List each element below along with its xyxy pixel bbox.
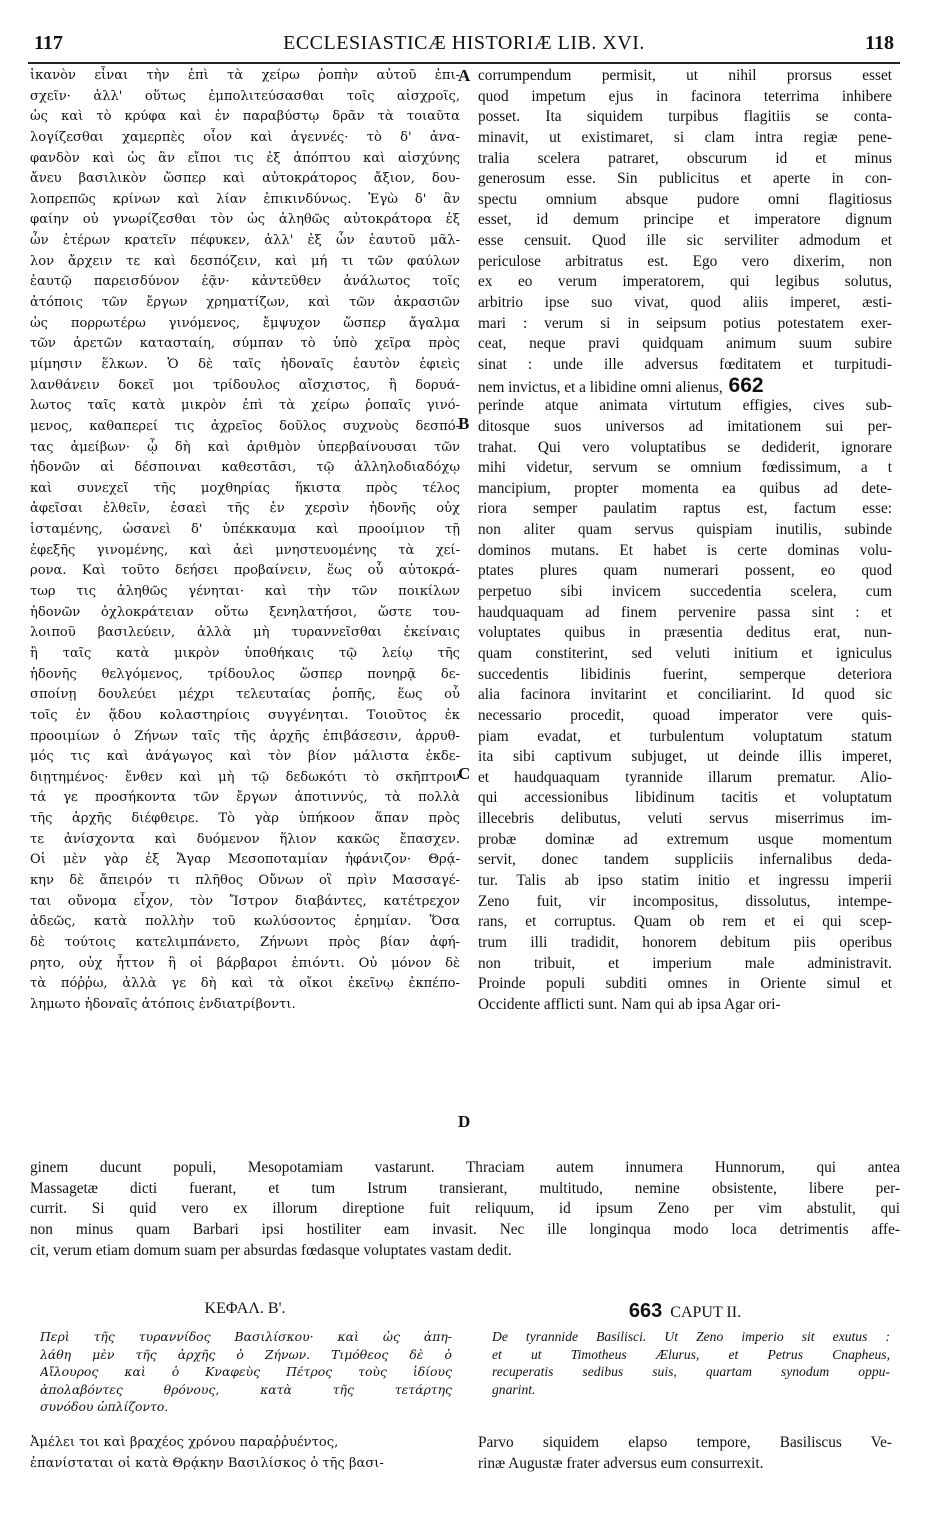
chapter-text-greek <box>30 1432 460 1473</box>
latin-text-line: dominos mutans. Et habet is certe dominas volu- <box>478 541 892 559</box>
margin-marker-d: D <box>458 1112 471 1131</box>
latin-text-line: sinat : unde ille adversus fœditatem et turpitudi- <box>478 355 892 373</box>
latin-column <box>478 66 892 1015</box>
greek-text-line: τῆς ἀρχῆς διέφθειρε. Τὸ γὰρ ὑπήκοον ἅπαν πρὸς <box>30 811 460 827</box>
latin-text-line: generosum esse. Sin publicitus et aperte in con- <box>478 170 892 188</box>
summary-line: συνόδου ὡπλίζοντο. <box>40 1399 169 1414</box>
greek-text-line: κην δὲ ἄπειρόν τι πλῆθος Οὔνων οἳ πρὶν Μασσαγέ- <box>30 872 460 888</box>
greek-text-line: προοιμίων ὁ Ζήνων ταῖς τῆς ἀρχῆς ἐπιβάσεσιν, ἀρρυθ- <box>30 728 460 744</box>
latin-text-line: Proinde populi subditi omnes in Oriente simul et <box>478 975 892 993</box>
latin-text-line: et haudquaquam tyrannide illarum prematur. Alio- <box>478 768 892 786</box>
greek-text-line: δὲ τούτοις κατελιμπάνετο, Ζήνωνι πρὸς βίαν ἀφή- <box>30 934 460 950</box>
latin-text-line: tralia scelera patraret, obscurum id et minus <box>478 149 892 167</box>
greek-text-line: ἢ ταῖς κατὰ μικρὸν ὑποθήκαις τῷ λείῳ τῆς <box>30 645 460 661</box>
greek-text-line: μίμησιν ἕλκων. Ὁ δὲ ταῖς ἡδοναῖς ἑαυτὸν ἐφιεὶς <box>30 356 460 372</box>
latin-text-line: cit, verum etiam domum suam per absurdas fœdasque voluptates vastam dedit. <box>30 1241 512 1259</box>
latin-text-line: voluptates quibus in præsentia deditus erat, nun- <box>478 624 892 642</box>
latin-text-line: mihi videtur, servum se omnium fœdissimum, a t <box>478 459 892 477</box>
edition-number-663: 663 <box>628 1300 663 1322</box>
summary-line: ἀπολαβόντες θρόνους, κατὰ τῆς τετάρτης <box>40 1381 452 1397</box>
greek-text-line: φαίην οὐ γνωρίζεσθαι τὸν ὡς ἀληθῶς αὐτοκράτορα ἐξ <box>30 212 460 228</box>
latin-text-line: ptates plures quam numerari possent, eo quod <box>478 562 892 580</box>
greek-text-line: τοῖς ἐν ᾅδου κολαστηρίοις συγγένηται. Τοιοῦτος ἐκ <box>30 707 460 723</box>
latin-text-line: perinde atque animata virtutum effigies, cives sub- <box>478 397 892 415</box>
latin-text-line: necessario procedit, quoad imperator vere quis- <box>478 706 892 724</box>
latin-text-line: riora semper paulatim raptus est, factum esse: <box>478 500 892 518</box>
latin-text-line: perpetuo sibi invicem succedentia scelera, cum <box>478 583 892 601</box>
latin-text-line: probæ dominæ ad extremum usque momentum <box>478 830 892 848</box>
greek-text-line: ἀφεῖσαι ἐλθεῖν, ἐσαεὶ τῆς ἐν χερσὶν ἡδονῆς οὐχ <box>30 501 460 517</box>
latin-text-line: quam constiterint, sed veluti initium et igniculus <box>478 644 892 662</box>
latin-text-line: succedentis libidinis fuerint, semperque deteriora <box>478 665 892 683</box>
greek-text-line: τας ἀμείβων· ᾧ δὴ καὶ ἀριθμὸν ὑπερβαίνουσαι τῶν <box>30 439 460 455</box>
summary-line: gnarint. <box>492 1381 536 1397</box>
summary-line: λάθη μὲν τῆς ἀρχῆς ὁ Ζήνων. Τιμόθεος δὲ ὁ <box>40 1346 452 1362</box>
greek-text-line: ἡδονῶν αἱ δέσποιναι καθεστᾶσι, τῷ ἀλληλοδιαδόχῳ <box>30 460 460 476</box>
latin-text-line: minavit, ut existimaret, si clam intra regiæ pene- <box>478 128 892 146</box>
greek-text-line: λωτος ταῖς κατὰ μικρὸν ἐπὶ τὰ χείρω ῥοπαῖς γινό- <box>30 398 460 414</box>
greek-text-line: ἐπανίσταται οἱ κατὰ Θρᾴκην Βασιλίσκος ὁ τῆς βασι- <box>30 1455 384 1471</box>
summary-line: et ut Timotheus Ælurus, et Petrus Cnapheus, <box>492 1346 890 1362</box>
latin-text-line: Massagetæ dicti fuerant, et tum Istrum transierant, multitudo, nemine obsistente, libere per- <box>30 1179 900 1197</box>
full-width-paragraph <box>30 1158 900 1261</box>
latin-text-line: trum illi tradidit, honorem debitum piis operibus <box>478 933 892 951</box>
latin-text-line: quod impetum ejus in facinora teterrima inhibere <box>478 87 892 105</box>
greek-text-line: τά γε προσήκοντα τῶν ἔργων ἀποτιννύς, τὰ πολλὰ <box>30 790 460 806</box>
greek-text-line: μενος, καθαπερεί τις ἀχρεῖος δοῦλος συχνοὺς δεσπό- <box>30 418 460 434</box>
summary-line: recuperatis sedibus suis, quartam synodum oppu- <box>492 1364 890 1379</box>
edition-number-662: 662 <box>722 375 764 397</box>
chapter-heading-greek: ΚΕΦΑΛ. Β'. <box>204 1300 286 1317</box>
page-number-right: 118 <box>865 32 894 54</box>
latin-text-line: rinæ Augustæ frater adversus eum consurrexit. <box>478 1454 764 1472</box>
latin-text-line: non minus quam Barbari ipsi hostiliter eam invasit. Nec ille longinqua modo loca detrimentis affe- <box>30 1220 900 1238</box>
latin-text-line: Occidente afflicti sunt. Nam qui ab ipsa Agar ori- <box>478 995 781 1013</box>
latin-text-line: alia facinora invitarint et conciliarint. Id quod sic <box>478 686 892 704</box>
latin-text-line: Parvo siquidem elapso tempore, Basiliscus Ve- <box>478 1434 892 1451</box>
greek-text-line: καὶ συνεχεῖ τῆς μοχθηρίας ἥκιστα πρὸς τέλος <box>30 480 460 496</box>
latin-text-line: corrumpendum permisit, ut nihil prorsus esset <box>478 67 892 84</box>
greek-text-line: Οἱ μὲν γὰρ ἐξ Ἄγαρ Μεσοποταμίαν ἠφάνιζον· Θρᾴ- <box>30 852 460 868</box>
latin-text-line: haudquaquam ad finem pervenire passa sint : et <box>478 603 892 621</box>
latin-text-line: mancipium, propter momenta ea quibus ad dete- <box>478 479 892 497</box>
header-rule <box>28 62 900 64</box>
latin-text-line: illecebris delibutus, veluti servus miserrimus im- <box>478 810 892 828</box>
latin-text-line: mari : verum si in seipsum potius potestatem exer- <box>478 314 892 332</box>
latin-text-line: qui accessionibus libidinum tacitis et voluptatum <box>478 789 892 807</box>
greek-text-line: διῃτημένος· ἔνθεν καὶ μὴ τῷ δεδωκότι τὸ σκῆπτρον <box>30 769 460 785</box>
chapter-summary-latin <box>492 1328 890 1398</box>
greek-text-line: ὧν ἑτέρων κρατεῖν πέφυκεν, ἀλλ' ἐξ ὧν ἑαυτοῦ μᾶλ- <box>30 233 460 249</box>
latin-text-line: Zeno fuit, vir incompositus, dissolutus, intempe- <box>478 892 892 910</box>
greek-text-line: Ἀμέλει τοι καὶ βραχέος χρόνου παραῤῥυέντος, <box>30 1435 339 1450</box>
greek-text-line: λοπρεπῶς κρίνων καὶ λίαν ἐπικινδύνως. Ἐγὼ δ' ἂν <box>30 191 460 207</box>
greek-text-line: τῶν ἀρετῶν κατασταίη, σύμπαν τὸ ὑπὸ χεῖρα πρὸς <box>30 336 460 352</box>
latin-text-line: tur. Talis ab ipso statim initio et ingressu imperii <box>478 871 892 889</box>
latin-text-line: servit, donec tandem suppliciis infernalibus deda- <box>478 851 892 869</box>
summary-line: De tyrannide Basilisci. Ut Zeno imperio sit exutus : <box>492 1329 890 1344</box>
greek-text-line: λοιποῦ βασιλεύειν, ἀλλὰ μὴ τυραννεῖσθαι ἐκείναις <box>30 625 460 641</box>
greek-text-line: τὰ πόῤῥω, ἀλλὰ γε δὴ καὶ τὰ οἴκοι ἐκεῖνῳ ἐκπέπο- <box>30 976 460 992</box>
greek-text-line: ἀδεῶς, κατὰ πολλὴν τοῦ κωλύσοντος ἐρημίαν. Ὅσα <box>30 914 460 930</box>
greek-text-line: ἄνευ βασιλικὸν ὥσπερ καὶ αὐτοκράτορος ἄξιον, δου- <box>30 171 460 187</box>
greek-text-line: ἑαυτῷ παρεισδύνον ἐᾷν· κἀντεῦθεν ἀνάλωτος τοῖς <box>30 274 460 290</box>
chapter-text-latin <box>478 1432 892 1473</box>
latin-text-line: esset, id demum principe et imperatore dignum <box>478 211 892 229</box>
greek-text-line: ται οὔνομα εἶχον, τὸν Ἴστρον διαβάντες, κατέτρεχον <box>30 893 460 909</box>
latin-text-line: arbitrio ipse suo vivat, quod aliis imperet, æsti- <box>478 294 892 312</box>
latin-text-line: rans, et corruptus. Quam ob rem et ei qui scep- <box>478 913 892 931</box>
latin-text-line: non tribuit, et imperium male administravit. <box>478 954 892 972</box>
margin-marker-c: C <box>458 764 471 783</box>
margin-marker-a: A <box>458 66 471 85</box>
summary-line: Περὶ τῆς τυραννίδος Βασιλίσκου· καὶ ὡς ἀπη- <box>40 1329 452 1344</box>
latin-text-line: periculose arbitratus est. Ego vero dixerim, non <box>478 252 892 270</box>
latin-text-line: ditosque suos universos ad imitationem sui per- <box>478 417 892 435</box>
greek-text-line: τε ἀνίσχοντα καὶ δυόμενον ἥλιον κακῶς ἔπασχεν. <box>30 831 460 847</box>
latin-text-line: trahat. Qui vero voluptatibus se dediderit, ignorare <box>478 438 892 456</box>
latin-text-line: piam evadat, et turbulentum voluptatum statum <box>478 727 892 745</box>
greek-text-line: ὡς καὶ τὸ κρύφα καὶ ἐν παραβύστῳ δρᾶν τὰ τοιαῦτα <box>30 109 460 125</box>
greek-text-line: ἐφεξῆς γινομένης, καὶ ἀεὶ μνηστευομένης τὰ χεί- <box>30 542 460 558</box>
chapter-heading-latin <box>478 1300 892 1323</box>
latin-text-line: spectu omnium absque pudore omni flagitiosus <box>478 190 892 208</box>
greek-text-line: ἱκανὸν εἶναι τὴν ἐπὶ τὰ χείρω ῥοπὴν αὐτοῦ ἐπι- <box>30 68 460 83</box>
latin-text-line: posset. Ita siquidem turpibus flagitiis se conta- <box>478 108 892 126</box>
latin-text-line: currit. Si quid vero ex illorum direptione fuit reliquum, id ipsum Zeno per vim abstulit, qui <box>30 1200 900 1218</box>
greek-text-line: ἡδονῶν ὀχλοκράτειαν οὕτω ξενηλατήσοι, ὥστε του- <box>30 604 460 620</box>
page-number-left: 117 <box>34 32 63 54</box>
latin-text-line: esse censuit. Quod ille sic serviliter admodum et <box>478 232 892 250</box>
latin-text-line: ceat, neque pravi quidquam animum suum subire <box>478 335 892 353</box>
greek-text-line: σποίνῃ δουλεύει μέχρι τελευταίας ῥοπῆς, ἕως οὗ <box>30 687 460 703</box>
greek-text-line: τωρ τις ἀληθῶς γένηται· καὶ τὴν τῶν ποικίλων <box>30 584 460 600</box>
chapter-summary-greek <box>40 1328 452 1416</box>
greek-text-line: ἱσταμένης, ὡσανεὶ δ' ὑπέκκαυμα καὶ προοίμιον τῇ <box>30 522 460 538</box>
greek-text-line: λογίζεσθαι χαμερπὲς οἷον καὶ ἀγεννές· τὸ δ' ἀνα- <box>30 129 460 145</box>
summary-line: Αἴλουρος καὶ ὁ Κναφεὺς Πέτρος τοὺς ἰδίους <box>40 1364 452 1379</box>
greek-text-line: σχεῖν· ἀλλ' οὕτως ἐμπολιτεύσασθαι τοῖς αἰσχροῖς, <box>30 88 460 104</box>
greek-text-line: φανδὸν καὶ ὡς ἂν εἴποι τις ἐξ ἀπόπτου καὶ αἰσχύνης <box>30 150 460 166</box>
chapter-heading-latin-text: CAPUT II. <box>670 1304 742 1321</box>
greek-text-line: ρητο, οὐχ ἧττον ἢ οἱ βάρβαροι ἐπιόντι. Οὐ μόνον δὲ <box>30 955 460 971</box>
greek-text-line: ρονα. Καὶ τοῦτο δεήσει προβαίνειν, ἕως οὗ αὐτοκρά- <box>30 563 460 579</box>
latin-text-line: non aliter quam servus quispiam inutilis, subinde <box>478 521 892 539</box>
latin-text-line: ita sibi captivum subjuget, ut deinde illis imperet, <box>478 748 892 766</box>
greek-text-line: ἀτόποις τῶν ἔργων χρηματίζων, καὶ τῶν ἀκρασιῶν <box>30 295 460 311</box>
greek-text-line: λημωτο ἡδοναῖς ἀτόποις ἐνδιατρίβοντι. <box>30 996 296 1012</box>
greek-text-line: μός τις καὶ ἀνάγωγος καὶ τὸν βίον μάλιστα ἐκδε- <box>30 749 460 765</box>
greek-column <box>30 66 460 1015</box>
page-header <box>28 30 900 60</box>
latin-text-line: ex eo verum imperatorem, qui legibus solutus, <box>478 273 892 291</box>
greek-text-line: λον ἄρχειν τε καὶ δεσπόζειν, καὶ μή τι τῶν φαύλων <box>30 253 460 269</box>
latin-text-line: nem invictus, et a libidine omni alienus, 662 <box>478 375 764 397</box>
greek-text-line: ὡς πορρωτέρω γινόμενος, ἔμψυχον ὥσπερ ἄγαλμα <box>30 315 460 331</box>
greek-text-line: ἡδονῆς θελγόμενος, τρίδουλος ὥσπερ πονηρᾷ δε- <box>30 666 460 682</box>
margin-marker-b: B <box>458 414 470 433</box>
running-title: ECCLESIASTICÆ HISTORIÆ LIB. XVI. <box>283 32 645 54</box>
latin-text-line: ginem ducunt populi, Mesopotamiam vastarunt. Thraciam autem innumera Hunnorum, qui antea <box>30 1159 900 1176</box>
greek-text-line: λανθάνειν δοκεῖ μοι τρίδουλος αἴσχιστος, ἢ δορυά- <box>30 377 460 393</box>
